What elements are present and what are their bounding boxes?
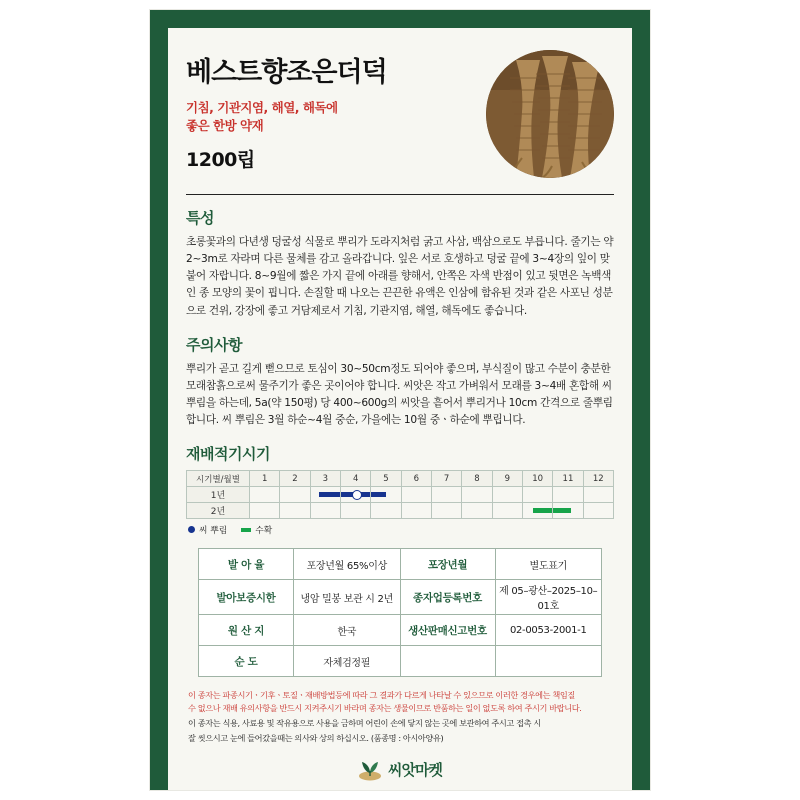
calendar-cell [522, 487, 552, 503]
calendar-row-year1 [187, 487, 614, 503]
calendar-cell-harvest [553, 503, 583, 519]
section-body: 초롱꽃과의 다년생 덩굴성 식물로 뿌리가 도라지처럼 굵고 사삼, 백삼으로도 부릅니다. 줄기는 약 2~3m로 자라며 다른 물체를 감고 올라갑니다. 잎은 서로 호생하고 덩굴 끝에 3~4장의 잎이 맞붙어 자랍니다. 8~9월에 짧은 가지 끝에 아래를 향해서, 안쪽은 자색 반점이 있고 뒷면은 녹백색인 종 모양의 꽃이 핍니다. 손질할 때 나오는 끈끈한 유액은 인삼에 함유된 것과 같은 사포닌 성분으로 건위, 강장에 좋고 거담제로서 기침, 기관지염, 해열, 해독에도 좋습니다. [186, 236, 614, 317]
calendar-cell-sow [340, 487, 370, 503]
calendar-cell [250, 487, 280, 503]
calendar-cell-harvest [522, 503, 552, 519]
info-value: 자체검정필 [294, 646, 401, 677]
calendar-month-12: 12 [583, 471, 613, 487]
calendar-month-2: 2 [280, 471, 310, 487]
calendar-cell [401, 487, 431, 503]
info-value: 포장년월 65%이상 [294, 549, 401, 580]
info-value: 별도표기 [495, 549, 602, 580]
packet-top-band [150, 10, 650, 28]
subtitle-line-1: 기침, 기관지염, 해열, 해독에 [186, 100, 338, 115]
packet-left-band [150, 10, 168, 790]
packet-right-band [632, 10, 650, 790]
sow-dot-icon [188, 526, 195, 533]
calendar-month-11: 11 [553, 471, 583, 487]
info-value: 한국 [294, 615, 401, 646]
info-value: 냉암 밀봉 보관 시 2년 [294, 580, 401, 615]
calendar-cell-sow [371, 487, 401, 503]
legend-label: 수확 [255, 526, 273, 537]
calendar-month-7: 7 [431, 471, 461, 487]
calendar-month-1: 1 [250, 471, 280, 487]
calendar-cell [310, 503, 340, 519]
seed-count: 1200립 [186, 149, 255, 172]
fineprint-red-line-1: 이 종자는 파종시기ㆍ기후ㆍ토질ㆍ재배방법등에 따라 그 결과가 다르게 나타날 수 있으므로 이러한 경우에는 책임질 [188, 690, 575, 701]
calendar-cell [553, 487, 583, 503]
section-precautions [186, 334, 614, 430]
section-body: 뿌리가 곧고 길게 뻗으므로 토심이 30~50cm정도 되어야 좋으며, 부식질이 많고 수분이 충분한 모래참흙으로써 물주기가 좋은 곳이어야 합니다. 씨앗은 작고 가벼워서 모래를 3~4배 혼합해 씨 뿌림을 하는데, 5a(약 150평) 당 400~600g의 씨앗을 흩어서 뿌리거나 10cm 간격으로 줄뿌림 합니다. 씨 뿌림은 3월 하순~4월 중순, 가을에는 10월 중ㆍ하순에 뿌립니다. [186, 362, 613, 427]
fineprint-red-line-2: 수 없으나 재배 유의사항을 반드시 지켜주시기 바라며 종자는 생물이므로 반품하는 일이 없도록 하여 주시기 바랍니다. [188, 702, 582, 713]
calendar-month-10: 10 [522, 471, 552, 487]
calendar-corner-label: 시기별/월별 [187, 471, 250, 487]
legend-item-sow [188, 523, 227, 536]
calendar-table [186, 470, 614, 519]
section-title: 주의사항 [186, 335, 242, 354]
calendar-cell [401, 503, 431, 519]
calendar-month-6: 6 [401, 471, 431, 487]
calendar-cell [583, 503, 613, 519]
calendar-legend [186, 523, 614, 536]
calendar-row-label: 2년 [187, 503, 250, 519]
calendar-month-8: 8 [462, 471, 492, 487]
table-row [199, 646, 602, 677]
calendar-header-row [187, 471, 614, 487]
calendar-cell [371, 503, 401, 519]
calendar-month-9: 9 [492, 471, 522, 487]
table-row [199, 549, 602, 580]
calendar-cell [280, 487, 310, 503]
calendar-month-3: 3 [310, 471, 340, 487]
info-key: 종자업등록번호 [400, 580, 495, 615]
header-divider [186, 194, 614, 195]
calendar-cell-sow [310, 487, 340, 503]
calendar-cell [250, 503, 280, 519]
info-key: 발 아 율 [199, 549, 294, 580]
table-row [199, 615, 602, 646]
calendar-cell [583, 487, 613, 503]
info-value: 제 05–광산–2025–10–01호 [495, 580, 602, 615]
info-key: 순 도 [199, 646, 294, 677]
info-empty-cell [495, 646, 602, 677]
calendar-month-4: 4 [340, 471, 370, 487]
calendar-title: 재배적기시기 [186, 445, 270, 464]
footer-brand [186, 759, 614, 790]
table-row [199, 580, 602, 615]
calendar-row-label: 1년 [187, 487, 250, 503]
calendar-cell [492, 487, 522, 503]
info-table [198, 548, 602, 677]
calendar-cell [431, 487, 461, 503]
packet-header [186, 50, 614, 180]
harvest-bar-icon [241, 528, 251, 532]
calendar-row-year2 [187, 503, 614, 519]
calendar-cell [462, 503, 492, 519]
planting-calendar [186, 443, 614, 536]
page-title: 베스트향조은더덕 [186, 57, 387, 88]
deodeok-root-photo [486, 50, 614, 178]
brand-name: 씨앗마켓 [388, 761, 442, 780]
info-key: 포장년월 [400, 549, 495, 580]
calendar-cell [280, 503, 310, 519]
info-key: 원 산 지 [199, 615, 294, 646]
calendar-cell [431, 503, 461, 519]
calendar-cell [462, 487, 492, 503]
info-key: 생산판매신고번호 [400, 615, 495, 646]
calendar-cell [492, 503, 522, 519]
section-title: 특성 [186, 209, 214, 227]
info-key: 발아보증시한 [199, 580, 294, 615]
seed-market-logo-icon [358, 759, 382, 781]
seed-packet [150, 10, 650, 790]
legend-item-harvest [241, 523, 272, 536]
packet-content [168, 28, 632, 790]
calendar-month-5: 5 [371, 471, 401, 487]
info-value: 02-0053-2001-1 [495, 615, 602, 646]
legend-label: 씨 뿌림 [199, 526, 228, 537]
subtitle-line-2: 좋은 한방 약재 [186, 118, 264, 134]
fineprint-dark-line-1: 이 종자는 식용, 사료용 및 작유용으로 사용을 금하며 어린이 손에 닿지 않는 곳에 보관하여 주시고 접촉 시 [188, 718, 541, 728]
section-characteristics [186, 207, 614, 320]
calendar-cell [340, 503, 370, 519]
info-empty-cell [400, 646, 495, 677]
fineprint [188, 689, 612, 744]
fineprint-dark-line-2: 잘 씻으시고 눈에 들어갔을때는 의사와 상의 하십시오. (품종명 : 아시아양유) [188, 733, 444, 744]
